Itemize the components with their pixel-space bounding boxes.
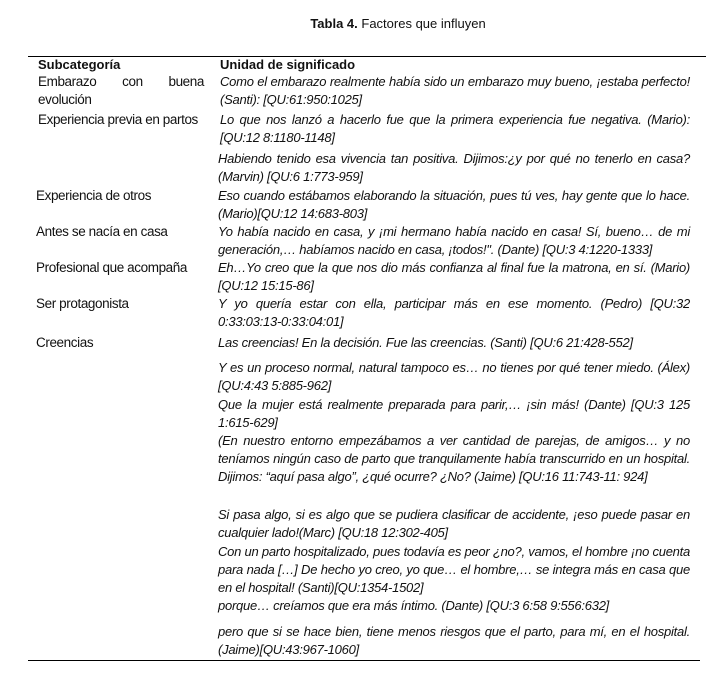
table-title bbox=[0, 16, 720, 31]
header-unidad: Unidad de significado bbox=[220, 57, 356, 72]
quote: Las creencias! En la decisión. Fue las creencias. (Santi) [QU:6 21:428-552] bbox=[218, 335, 633, 350]
subcategory: Embarazo con buena evolución bbox=[38, 74, 204, 107]
quote: Como el embarazo realmente había sido un embarazo muy bueno, ¡estaba perfecto! (Santi): [QU:61:950:1025] bbox=[220, 74, 690, 107]
subcategory: Antes se nacía en casa bbox=[36, 224, 168, 239]
quote: Eh…Yo creo que la que nos dio más confianza al final fue la matrona, en sí. (Mario) [QU:12 15:15-86] bbox=[218, 260, 690, 293]
quote: Habiendo tenido esa vivencia tan positiva. Dijimos:¿y por qué no tenerlo en casa? (Marvin) [QU:6 1:773-959] bbox=[218, 151, 690, 184]
table-caption: Factores que influyen bbox=[361, 16, 486, 31]
header-subcategoria: Subcategoría bbox=[38, 57, 121, 72]
quote: porque… creíamos que era más íntimo. (Dante) [QU:3 6:58 9:556:632] bbox=[218, 598, 610, 613]
quote: Yo había nacido en casa, y ¡mi hermano había nacido en casa! Sí, bueno… de mi generación,… habíamos nacido en casa, ¡todos!". (Dante) [QU:3 4:1220-1333] bbox=[218, 224, 690, 257]
quote: Y yo quería estar con ella, participar más en ese momento. (Pedro) [QU:32 0:33:03:13-0:33:04:01] bbox=[218, 296, 690, 329]
subcategory: Ser protagonista bbox=[36, 296, 129, 311]
quote: Lo que nos lanzó a hacerlo fue que la primera experiencia fue negativa. (Mario): [QU:12 8:1180-1148] bbox=[220, 112, 690, 145]
top-rule bbox=[28, 56, 706, 57]
subcategory: Experiencia de otros bbox=[36, 188, 152, 203]
quote: Eso cuando estábamos elaborando la situación, pues tú ves, hay gente que lo hace. (Mario)[QU:12 14:683-803] bbox=[218, 188, 690, 221]
quote: pero que si se hace bien, tiene menos riesgos que el parto, para mí, en el hospital. (Jaime)[QU:43:967-1060] bbox=[218, 624, 690, 657]
quote: (En nuestro entorno empezábamos a ver cantidad de parejas, de amigos… y no teníamos ningún caso de parto que tranquilamente había transcurrido en un hospital. Dijimos: “aquí pasa algo”, ¿qué ocurre? ¿No? (Jaime) [QU:16 11:743-11: 924] bbox=[218, 433, 690, 484]
quote: Y es un proceso normal, natural tampoco es… no tienes por qué tener miedo. (Álex) [QU:4:43 5:885-962] bbox=[218, 360, 690, 393]
subcategory: Creencias bbox=[36, 335, 94, 350]
bottom-rule bbox=[28, 660, 700, 661]
quote: Con un parto hospitalizado, pues todavía es peor ¿no?, vamos, el hombre ¡no cuenta para nada […] De hecho yo creo, yo que… el hombre,… se integra más en casa que en el hospital! (Santi)[QU:1354-1502] bbox=[218, 544, 690, 595]
subcategory: Profesional que acompaña bbox=[36, 260, 188, 275]
quote: Si pasa algo, si es algo que se pudiera clasificar de accidente, ¡eso puede pasar en cualquier lado!(Marc) [QU:18 12:302-405] bbox=[218, 507, 690, 540]
table-number: Tabla 4. bbox=[310, 16, 358, 31]
subcategory: Experiencia previa en partos bbox=[38, 112, 198, 127]
quote: Que la mujer está realmente preparada para parir,… ¡sin más! (Dante) [QU:3 125 1:615-629] bbox=[218, 397, 690, 430]
